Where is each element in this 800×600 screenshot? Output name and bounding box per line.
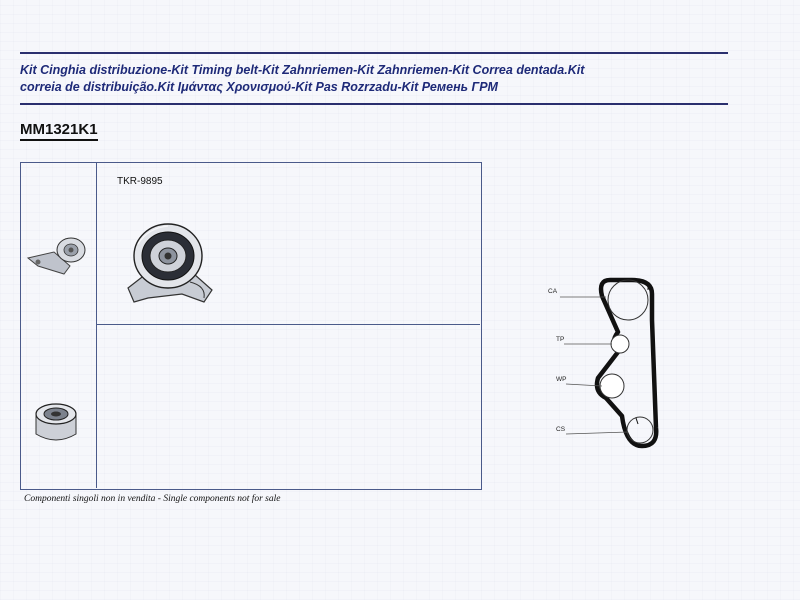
camshaft-pulley bbox=[608, 280, 648, 320]
tensioner-thumbnail-icon bbox=[24, 232, 90, 282]
idler-pulley-image bbox=[30, 396, 82, 448]
water-pump-pulley bbox=[600, 374, 624, 398]
single-components-note: Componenti singoli non in vendita - Single components not for sale bbox=[24, 494, 281, 504]
top-rule bbox=[20, 52, 728, 54]
frame-divider-horizontal bbox=[96, 324, 480, 325]
kit-title-line-1: Kit Cinghia distribuzione-Kit Timing belt-Kit Zahnriemen-Kit Zahnriemen-Kit Correa dentada.Kit bbox=[20, 63, 585, 77]
crankshaft-pulley bbox=[627, 417, 653, 443]
label-cs: CS bbox=[556, 426, 566, 433]
kit-code: MM1321K1 bbox=[20, 121, 98, 141]
tensioner-pulley bbox=[611, 335, 629, 353]
label-wp: WP bbox=[556, 376, 567, 383]
title-underline bbox=[20, 103, 728, 105]
label-ca: CA bbox=[548, 288, 558, 295]
components-frame bbox=[20, 162, 482, 490]
tensioner-part-number: TKR-9895 bbox=[117, 176, 163, 187]
tensioner-pulley-image bbox=[118, 218, 218, 310]
frame-divider-vertical bbox=[96, 162, 97, 488]
kit-title bbox=[20, 62, 740, 96]
kit-title-line-2: correia de distribuição.Kit Ιμάντας Χρονισμού-Kit Pas Rozrzadu-Kit Ремень ГРМ bbox=[20, 80, 498, 94]
label-tp: TP bbox=[556, 336, 565, 343]
